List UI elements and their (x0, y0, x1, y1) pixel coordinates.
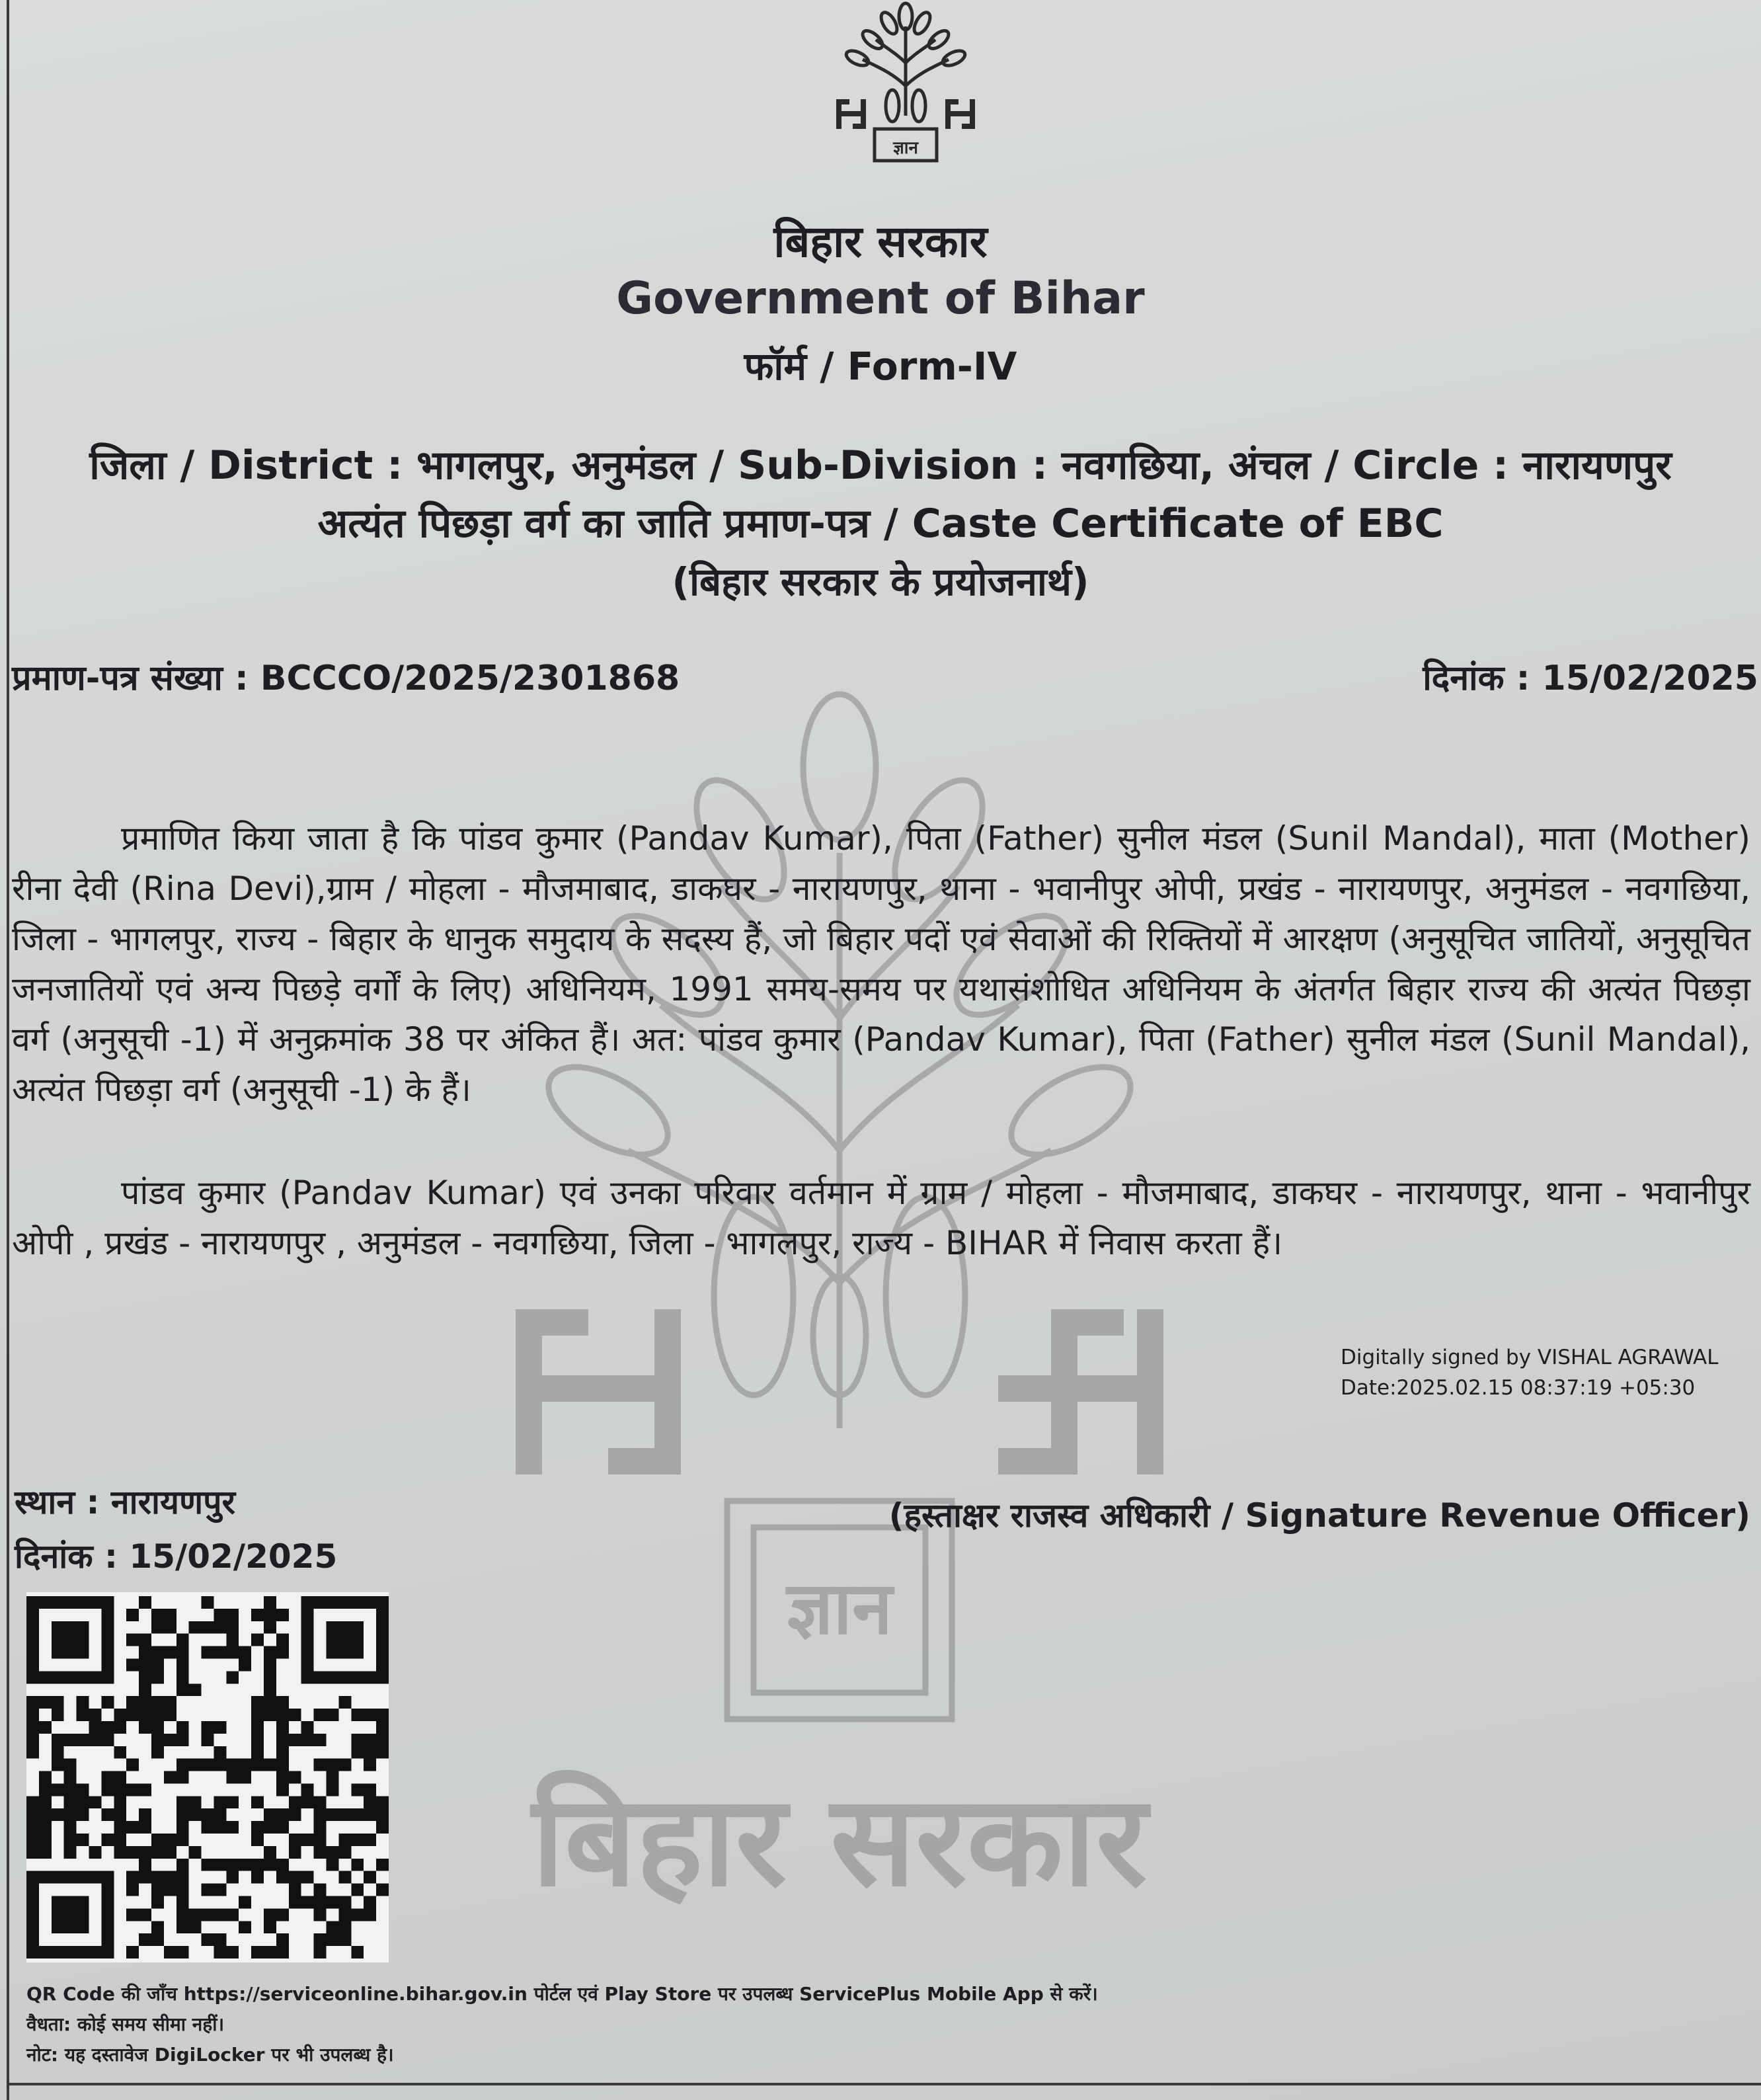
certificate-title: अत्यंत पिछड़ा वर्ग का जाति प्रमाण-पत्र / Caste Certificate of EBC (317, 501, 1444, 547)
certificate-paragraph-2: पांडव कुमार (Pandav Kumar) एवं उनका परिवार वर्तमान में ग्राम / मोहला - मौजमाबाद, डाकघर - नारायणपुर, थाना - भवानीपुर ओपी , प्रखंड - नारायणपुर , अनुमंडल - नवगछिया, जिला - भागलपुर, राज्य - BIHAR में निवास करता हैं। (12, 1174, 1750, 1262)
qr-code (26, 1592, 389, 1962)
certificate-paragraph-1: प्रमाणित किया जाता है कि पांडव कुमार (Pandav Kumar), पिता (Father) सुनील मंडल (Sunil Mandal), माता (Mother) रीना देवी (Rina Devi),ग्राम / मोहला - मौजमाबाद, डाकघर - नारायणपुर, थाना - भवानीपुर ओपी, प्रखंड - नारायणपुर, अनुमंडल - नवगछिया, जिला - भागलपुर, राज्य - बिहार के धानुक समुदाय के सदस्य हैं, जो बिहार पदों एवं सेवाओं की रिक्तियों में आरक्षण (अनुसूचित जातियों, अनुसूचित जनजातियों एवं अन्य पिछड़े वर्गों के लिए) अधिनियम, 1991 समय-समय पर यथासंशोधित अधिनियम के अंतर्गत बिहार राज्य की अत्यंत पिछड़ा वर्ग (अनुसूची -1) में अनुक्रमांक 38 पर अंकित हैं। अत: पांडव कुमार (Pandav Kumar), पिता (Father) सुनील मंडल (Sunil Mandal), अत्यंत पिछड़ा वर्ग (अनुसूची -1) के हैं। (12, 819, 1750, 1109)
place-label: स्थान : नारायणपुर (15, 1483, 236, 1521)
bihar-state-emblem-icon (830, 0, 982, 165)
issue-date: दिनांक : 15/02/2025 (1423, 659, 1758, 698)
emblem-inscription: ज्ञान (893, 138, 918, 158)
watermark-inscription: ज्ञान (786, 1566, 893, 1650)
digital-signature-date: Date:2025.02.15 08:37:19 +05:30 (1341, 1376, 1696, 1400)
signature-date: दिनांक : 15/02/2025 (15, 1537, 338, 1576)
digilocker-note: नोट: यह दस्तावेज DigiLocker पर भी उपलब्ध है। (26, 2044, 394, 2066)
digital-signature (1341, 1342, 1719, 1403)
digital-signature-signer: Digitally signed by VISHAL AGRAWAL (1341, 1346, 1719, 1369)
certificate-purpose: (बिहार सरकार के प्रयोजनार्थ) (672, 559, 1089, 604)
signature-revenue-officer: (हस्ताक्षर राजस्व अधिकारी / Signature Revenue Officer) (888, 1496, 1750, 1535)
watermark-text: बिहार सरकार (531, 1768, 1148, 1914)
validity-note: वैधता: कोई समय सीमा नहीं। (26, 2013, 225, 2035)
district-line: जिला / District : भागलपुर, अनुमंडल / Sub-Division : नवगछिया, अंचल / Circle : नारायणपुर (89, 442, 1672, 489)
qr-verification-note: QR Code की जाँच https://serviceonline.bihar.gov.in पोर्टल एवं Play Store पर उपलब्ध ServicePlus Mobile App से करें। (26, 1983, 1098, 2005)
certificate-number: प्रमाण-पत्र संख्या : BCCCO/2025/2301868 (12, 659, 680, 698)
header-english-title: Government of Bihar (616, 272, 1145, 325)
page-border-bottom (7, 2083, 1761, 2085)
form-label: फॉर्म / Form-IV (744, 344, 1017, 389)
header-hindi-title: बिहार सरकार (773, 216, 988, 267)
